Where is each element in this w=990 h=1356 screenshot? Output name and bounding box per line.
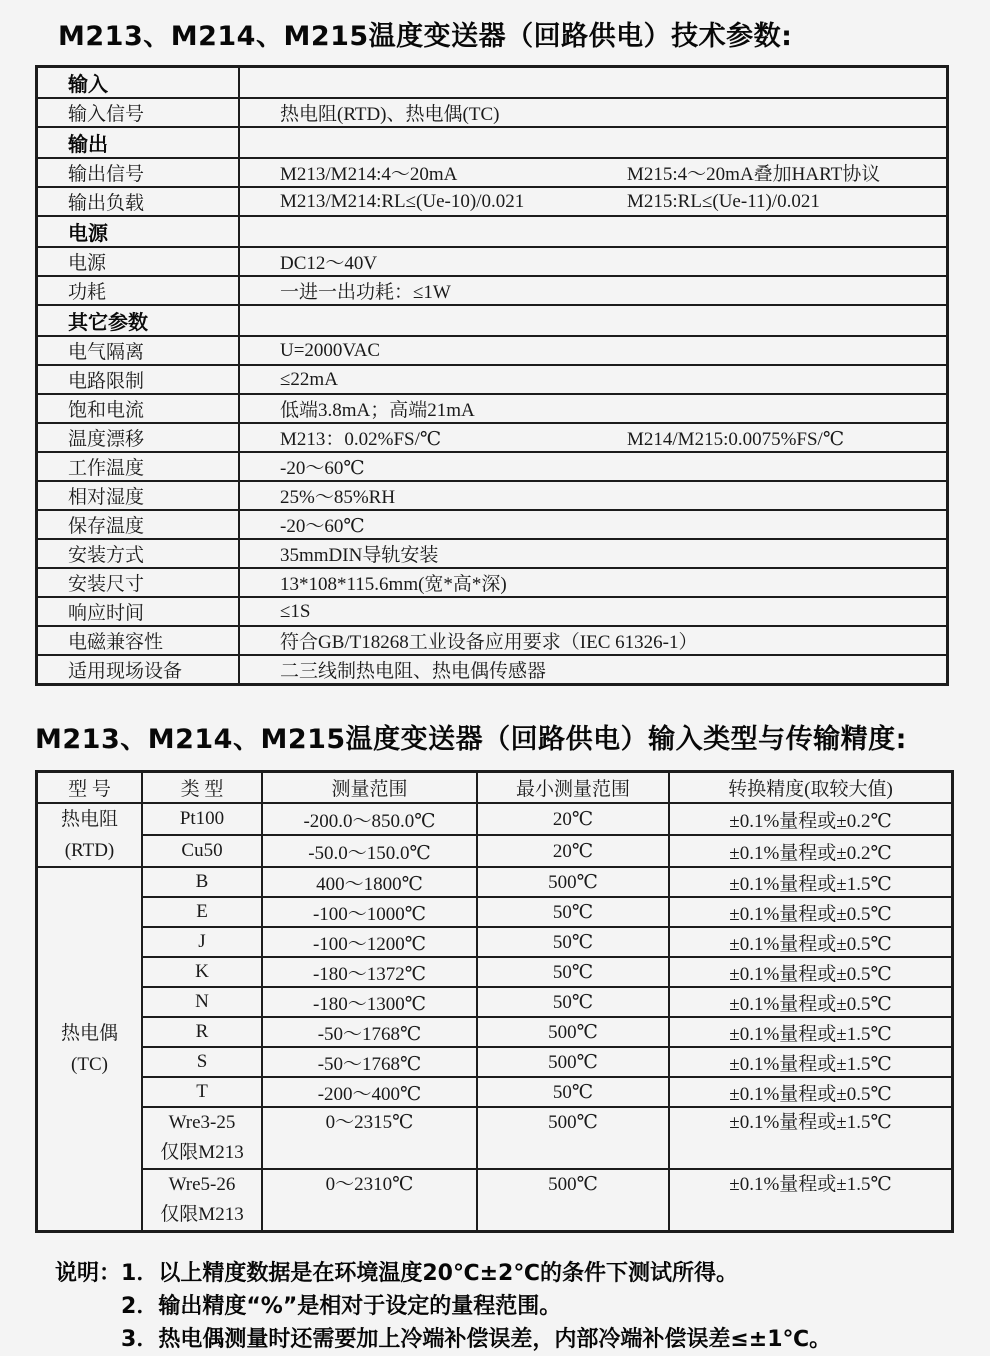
- accuracy-row: [37, 1077, 952, 1107]
- spec-section-row: [37, 67, 947, 98]
- accuracy-header-row: [37, 772, 952, 803]
- min-range-cell: 500℃: [477, 867, 669, 897]
- type-label: Cu50: [181, 840, 223, 861]
- spec-value: [239, 187, 947, 216]
- spec-value2-text: M215:4～20mA叠加HART协议: [627, 164, 881, 185]
- spec-row: [37, 510, 947, 539]
- type-label: Wre5-26: [168, 1174, 236, 1195]
- type-cell: [142, 1107, 262, 1169]
- min-range-cell: 50℃: [477, 897, 669, 927]
- spec-row: [37, 452, 947, 481]
- min-range-cell: 500℃: [477, 1017, 669, 1047]
- spec-value-text: 一进一出功耗：≤1W: [280, 282, 451, 303]
- spec-value-text: M213/M214:4～20mA: [280, 164, 458, 185]
- spec-label: 输出负载: [37, 187, 239, 216]
- type-cell: [142, 897, 262, 927]
- accuracy-cell: ±0.1%量程或±1.5℃: [669, 1047, 952, 1077]
- spec-label: 电路限制: [37, 365, 239, 394]
- spec-value: [239, 510, 947, 539]
- spec-label: 安装方式: [37, 539, 239, 568]
- spec-label: 安装尺寸: [37, 568, 239, 597]
- accuracy-row: [37, 1107, 952, 1169]
- spec-value: [239, 568, 947, 597]
- spec-label: 温度漂移: [37, 423, 239, 452]
- spec-label: 输入信号: [37, 98, 239, 127]
- min-range-cell: 50℃: [477, 1077, 669, 1107]
- type-cell: [142, 1169, 262, 1231]
- spec-section-row: [37, 127, 947, 158]
- model-label-line: (RTD): [64, 840, 115, 861]
- spec-table-body: [37, 67, 947, 684]
- range-cell: 0～2315℃: [262, 1107, 477, 1169]
- spec-value-text: 13*108*115.6mm(宽*高*深): [280, 574, 507, 595]
- type-label: Pt100: [179, 808, 225, 829]
- model-label-line: 热电阻: [60, 809, 118, 830]
- column-header: 型 号: [37, 772, 142, 803]
- spec-row: [37, 626, 947, 655]
- range-cell: -100～1200℃: [262, 927, 477, 957]
- notes-prefix: 说明：: [55, 1261, 122, 1286]
- type-note: 仅限M213: [160, 1204, 244, 1225]
- min-range-cell: 50℃: [477, 927, 669, 957]
- type-label: B: [195, 871, 209, 892]
- range-cell: -180～1372℃: [262, 957, 477, 987]
- spec-label: 相对湿度: [37, 481, 239, 510]
- spec-label: 保存温度: [37, 510, 239, 539]
- spec-value-text: 低端3.8mA；高端21mA: [280, 400, 475, 421]
- note-item: 3．热电偶测量时还需要加上冷端补偿误差，内部冷端补偿误差≤±1℃。: [121, 1327, 832, 1352]
- type-cell: [142, 835, 262, 867]
- spec-value-text: U=2000VAC: [280, 339, 381, 361]
- accuracy-cell: ±0.1%量程或±1.5℃: [669, 867, 952, 897]
- type-label: Wre3-25: [168, 1112, 236, 1133]
- spec-label: 功耗: [37, 276, 239, 305]
- min-range-cell: 500℃: [477, 1107, 669, 1169]
- spec-row: [37, 336, 947, 365]
- spec-row: [37, 394, 947, 423]
- type-cell: [142, 867, 262, 897]
- spec-value-text: -20～60℃: [280, 516, 365, 537]
- spec-value-text: ≤22mA: [280, 368, 338, 390]
- accuracy-row: [37, 987, 952, 1017]
- spec-row: [37, 365, 947, 394]
- spec-label: 输出信号: [37, 158, 239, 187]
- min-range-cell: 500℃: [477, 1169, 669, 1231]
- accuracy-cell: ±0.1%量程或±0.2℃: [669, 835, 952, 867]
- spec-value: [239, 452, 947, 481]
- spec-row: [37, 568, 947, 597]
- range-cell: -50～1768℃: [262, 1047, 477, 1077]
- column-header: 测量范围: [262, 772, 477, 803]
- section2-title: M213、M214、M215温度变送器（回路供电）输入类型与传输精度:: [35, 724, 907, 755]
- spec-row: [37, 481, 947, 510]
- spec-value-text: M213：0.02%FS/℃: [280, 429, 442, 450]
- model-label-line: (TC): [71, 1054, 108, 1075]
- spec-value: [239, 98, 947, 127]
- accuracy-row: [37, 1017, 952, 1047]
- spec-value-text: DC12～40V: [280, 253, 378, 274]
- type-label: S: [196, 1051, 208, 1072]
- spec-value-text: 热电阻(RTD)、热电偶(TC): [280, 104, 500, 125]
- type-cell: [142, 987, 262, 1017]
- note-item: 2．输出精度“%”是相对于设定的量程范围。: [121, 1294, 562, 1319]
- min-range-cell: 50℃: [477, 957, 669, 987]
- spec-value: [239, 216, 947, 247]
- accuracy-cell: ±0.1%量程或±0.2℃: [669, 803, 952, 835]
- spec-value: [239, 597, 947, 626]
- range-cell: -50～1768℃: [262, 1017, 477, 1047]
- spec-row: [37, 247, 947, 276]
- type-label: T: [196, 1081, 208, 1102]
- accuracy-cell: ±0.1%量程或±0.5℃: [669, 987, 952, 1017]
- spec-label: 输出: [37, 127, 239, 158]
- type-label: R: [195, 1021, 209, 1042]
- spec-label: 电源: [37, 216, 239, 247]
- accuracy-row: [37, 1047, 952, 1077]
- type-label: E: [196, 901, 208, 922]
- type-label: K: [195, 961, 209, 982]
- spec-value-text: 符合GB/T18268工业设备应用要求（IEC 61326-1）: [280, 632, 698, 653]
- range-cell: -200.0～850.0℃: [262, 803, 477, 835]
- notes-block: [55, 1257, 990, 1356]
- section1-title: M213、M214、M215温度变送器（回路供电）技术参数:: [58, 21, 793, 52]
- column-header: 最小测量范围: [477, 772, 669, 803]
- accuracy-row: [37, 835, 952, 867]
- spec-label: 响应时间: [37, 597, 239, 626]
- type-cell: [142, 1077, 262, 1107]
- spec-table: [35, 65, 949, 686]
- spec-value-text: 二三线制热电阻、热电偶传感器: [280, 661, 547, 682]
- range-cell: 0～2310℃: [262, 1169, 477, 1231]
- model-label-line: 热电偶: [60, 1023, 118, 1044]
- spec-label: 适用现场设备: [37, 655, 239, 684]
- model-cell: [37, 803, 142, 867]
- accuracy-row: [37, 957, 952, 987]
- spec-row: [37, 423, 947, 452]
- spec-label: 工作温度: [37, 452, 239, 481]
- spec-value: [239, 394, 947, 423]
- spec-value: [239, 365, 947, 394]
- spec-value: [239, 276, 947, 305]
- spec-value-text: -20～60℃: [280, 458, 365, 479]
- spec-value: [239, 423, 947, 452]
- accuracy-row: [37, 867, 952, 897]
- spec-value: [239, 127, 947, 158]
- spec-row: [37, 187, 947, 216]
- min-range-cell: 20℃: [477, 835, 669, 867]
- spec-value-text: 35mmDIN导轨安装: [280, 545, 439, 566]
- range-cell: -50.0～150.0℃: [262, 835, 477, 867]
- spec-label: 输入: [37, 67, 239, 98]
- accuracy-row: [37, 927, 952, 957]
- min-range-cell: 50℃: [477, 987, 669, 1017]
- model-cell: [37, 867, 142, 1231]
- spec-row: [37, 597, 947, 626]
- type-cell: [142, 803, 262, 835]
- min-range-cell: 500℃: [477, 1047, 669, 1077]
- spec-row: [37, 539, 947, 568]
- accuracy-row: [37, 803, 952, 835]
- range-cell: 400～1800℃: [262, 867, 477, 897]
- spec-row: [37, 655, 947, 684]
- spec-label: 电磁兼容性: [37, 626, 239, 655]
- spec-label: 电源: [37, 247, 239, 276]
- spec-value2-text: M214/M215:0.0075%FS/℃: [627, 429, 845, 450]
- spec-value: [239, 336, 947, 365]
- spec-section-row: [37, 216, 947, 247]
- type-note: 仅限M213: [160, 1142, 244, 1163]
- type-cell: [142, 1017, 262, 1047]
- spec-section-row: [37, 305, 947, 336]
- type-label: N: [195, 991, 209, 1012]
- spec-row: [37, 276, 947, 305]
- accuracy-cell: ±0.1%量程或±1.5℃: [669, 1017, 952, 1047]
- type-cell: [142, 1047, 262, 1077]
- min-range-cell: 20℃: [477, 803, 669, 835]
- spec-label: 其它参数: [37, 305, 239, 336]
- range-cell: -200～400℃: [262, 1077, 477, 1107]
- note-item: 1．以上精度数据是在环境温度20℃±2℃的条件下测试所得。: [121, 1261, 738, 1286]
- spec-label: 饱和电流: [37, 394, 239, 423]
- type-cell: [142, 927, 262, 957]
- spec-value: [239, 67, 947, 98]
- spec-row: [37, 158, 947, 187]
- column-header: 类 型: [142, 772, 262, 803]
- type-cell: [142, 957, 262, 987]
- spec-value-text: ≤1S: [280, 600, 311, 622]
- range-cell: -100～1000℃: [262, 897, 477, 927]
- type-label: J: [198, 931, 206, 952]
- spec-value: [239, 305, 947, 336]
- spec-value: [239, 158, 947, 187]
- spec-value: [239, 247, 947, 276]
- spec-value: [239, 626, 947, 655]
- spec-value-text: M213/M214:RL≤(Ue-10)/0.021: [280, 190, 525, 212]
- spec-label: 电气隔离: [37, 336, 239, 365]
- spec-value-text: 25%～85%RH: [280, 487, 396, 508]
- notes-list: [121, 1257, 831, 1356]
- column-header: 转换精度(取较大值): [669, 772, 952, 803]
- accuracy-cell: ±0.1%量程或±1.5℃: [669, 1169, 952, 1231]
- accuracy-cell: ±0.1%量程或±0.5℃: [669, 897, 952, 927]
- spec-value: [239, 539, 947, 568]
- accuracy-cell: ±0.1%量程或±0.5℃: [669, 927, 952, 957]
- accuracy-table-body: [37, 803, 952, 1231]
- accuracy-cell: ±0.1%量程或±0.5℃: [669, 1077, 952, 1107]
- range-cell: -180～1300℃: [262, 987, 477, 1017]
- accuracy-cell: ±0.1%量程或±1.5℃: [669, 1107, 952, 1169]
- spec-value: [239, 481, 947, 510]
- accuracy-table: [35, 770, 954, 1233]
- spec-row: [37, 98, 947, 127]
- accuracy-cell: ±0.1%量程或±0.5℃: [669, 957, 952, 987]
- accuracy-row: [37, 897, 952, 927]
- accuracy-row: [37, 1169, 952, 1231]
- spec-value2-text: M215:RL≤(Ue-11)/0.021: [627, 190, 820, 212]
- spec-value: [239, 655, 947, 684]
